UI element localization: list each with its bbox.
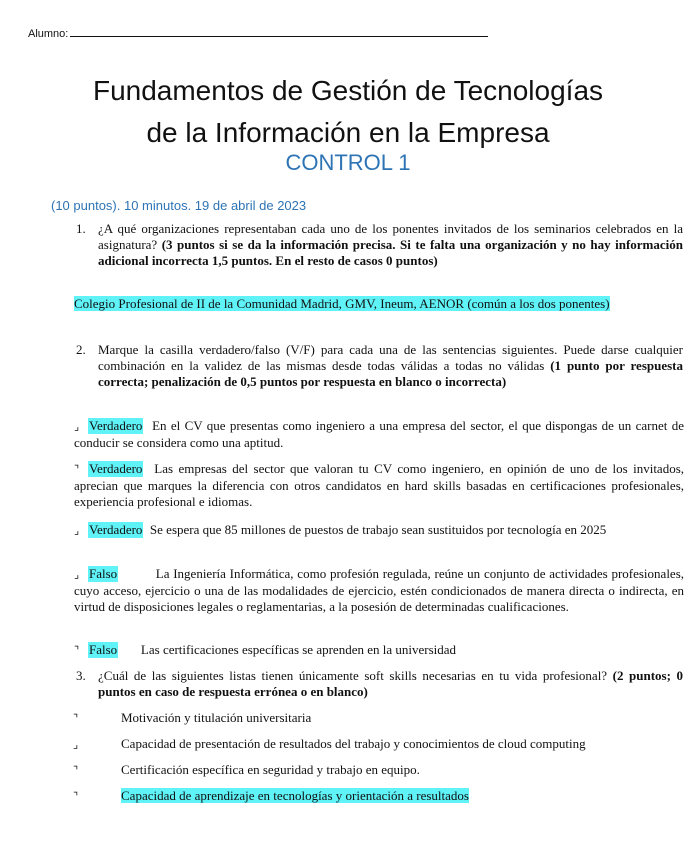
tf-item-2-text: Las empresas del sector que valoran tu CV como ingeniero, en opinión de uno de los invitados, aprecian que marques la diferencia con otros candidatos en hard skills basadas en certificaciones profesionales, experiencia profesional e idiomas.	[74, 461, 685, 509]
checkbox-icon[interactable]: ⌝	[74, 644, 80, 657]
tf-item-4-answer: Falso	[89, 566, 118, 581]
checkbox-icon[interactable]: ⌟	[74, 568, 80, 581]
tf-item-1	[74, 418, 684, 451]
question-1-answer-text: Colegio Profesional de II de la Comunidad Madrid, GMV, Ineum, AENOR (común a los dos ponentes)	[74, 296, 610, 311]
question-1-scoring: (3 puntos si se da la información precisa. Si te falta una organización y no hay información adicional incorrecta 1,5 puntos. En el resto de casos 0 puntos)	[98, 237, 683, 268]
title-line-1: Fundamentos de Gestión de Tecnologías	[92, 75, 604, 106]
document-title	[0, 70, 696, 154]
question-1-answer	[74, 296, 644, 312]
question-1	[76, 221, 683, 269]
checkbox-icon[interactable]: ⌝	[73, 764, 79, 777]
title-line-2: de la Información en la Empresa	[146, 117, 550, 148]
exam-meta: (10 puntos). 10 minutos. 19 de abril de 2023	[51, 198, 307, 213]
question-3-scoring: (2 puntos; 0 puntos en caso de respuesta errónea o en blanco)	[98, 668, 683, 699]
tf-item-3-answer: Verdadero	[89, 522, 143, 537]
option-3-text: Certificación específica en seguridad y trabajo en equipo.	[121, 762, 420, 777]
tf-item-1-text: En el CV que presentas como ingeniero a una empresa del sector, el que dispongas de un carnet de conducir se considera como una aptitud.	[74, 418, 684, 450]
student-name-field[interactable]	[70, 26, 488, 37]
checkbox-icon[interactable]: ⌝	[73, 712, 79, 725]
document-subtitle: CONTROL 1	[285, 150, 411, 175]
tf-item-3-text: Se espera que 85 millones de puestos de trabajo sean sustituidos por tecnología en 2025	[149, 522, 607, 537]
checkbox-icon[interactable]: ⌟	[74, 420, 80, 433]
option-1	[73, 710, 311, 726]
student-name-line	[28, 26, 488, 40]
tf-item-5-text: Las certificaciones específicas se aprenden en la universidad	[140, 642, 457, 657]
tf-item-4	[74, 566, 684, 615]
checkbox-icon[interactable]: ⌝	[74, 463, 80, 476]
question-2	[76, 342, 684, 390]
checkbox-icon[interactable]: ⌝	[73, 790, 79, 803]
option-2-text: Capacidad de presentación de resultados del trabajo y conocimientos de cloud computing	[121, 736, 586, 751]
tf-item-5-answer: Falso	[89, 642, 118, 657]
question-2-scoring: (1 punto por respuesta correcta; penalización de 0,5 puntos por respuesta en blanco o incorrecta)	[98, 358, 684, 389]
tf-item-1-answer: Verdadero	[89, 418, 143, 433]
checkbox-icon[interactable]: ⌟	[73, 738, 79, 751]
question-1-text: ¿A qué organizaciones representaban cada uno de los ponentes invitados de los seminarios celebrados en la asignatura?	[98, 221, 683, 252]
question-3-text: ¿Cuál de las siguientes listas tienen únicamente soft skills necesarias en tu vida profesional?	[98, 668, 608, 683]
tf-item-2-answer: Verdadero	[89, 461, 143, 476]
tf-item-4-text: La Ingeniería Informática, como profesión regulada, reúne un conjunto de actividades profesionales, cuyo acceso, ejercicio o una de las modalidades de ejercicio, estén condicionados de manera directa o indirecta, en virtud de disposiciones legales o reglamentarias, a la posesión de determinadas cualificaciones.	[74, 566, 685, 614]
option-4-text: Capacidad de aprendizaje en tecnologías y orientación a resultados	[121, 788, 469, 803]
checkbox-icon[interactable]: ⌟	[74, 524, 80, 537]
option-4	[73, 788, 469, 804]
tf-item-5	[74, 642, 684, 659]
tf-item-2	[74, 461, 684, 510]
question-2-number: 2.	[76, 342, 86, 357]
question-1-number: 1.	[76, 221, 86, 236]
question-3	[76, 668, 683, 700]
question-3-number: 3.	[76, 668, 86, 683]
student-label: Alumno:	[28, 28, 69, 40]
option-2	[73, 736, 586, 752]
question-2-text: Marque la casilla verdadero/falso (V/F) para cada una de las sentencias siguientes. Puede darse cualquier combinación en la validez de las mismas desde todas válidas a todas no válidas	[98, 342, 683, 373]
option-1-text: Motivación y titulación universitaria	[121, 710, 312, 725]
option-3	[73, 762, 420, 778]
tf-item-3	[74, 522, 684, 539]
